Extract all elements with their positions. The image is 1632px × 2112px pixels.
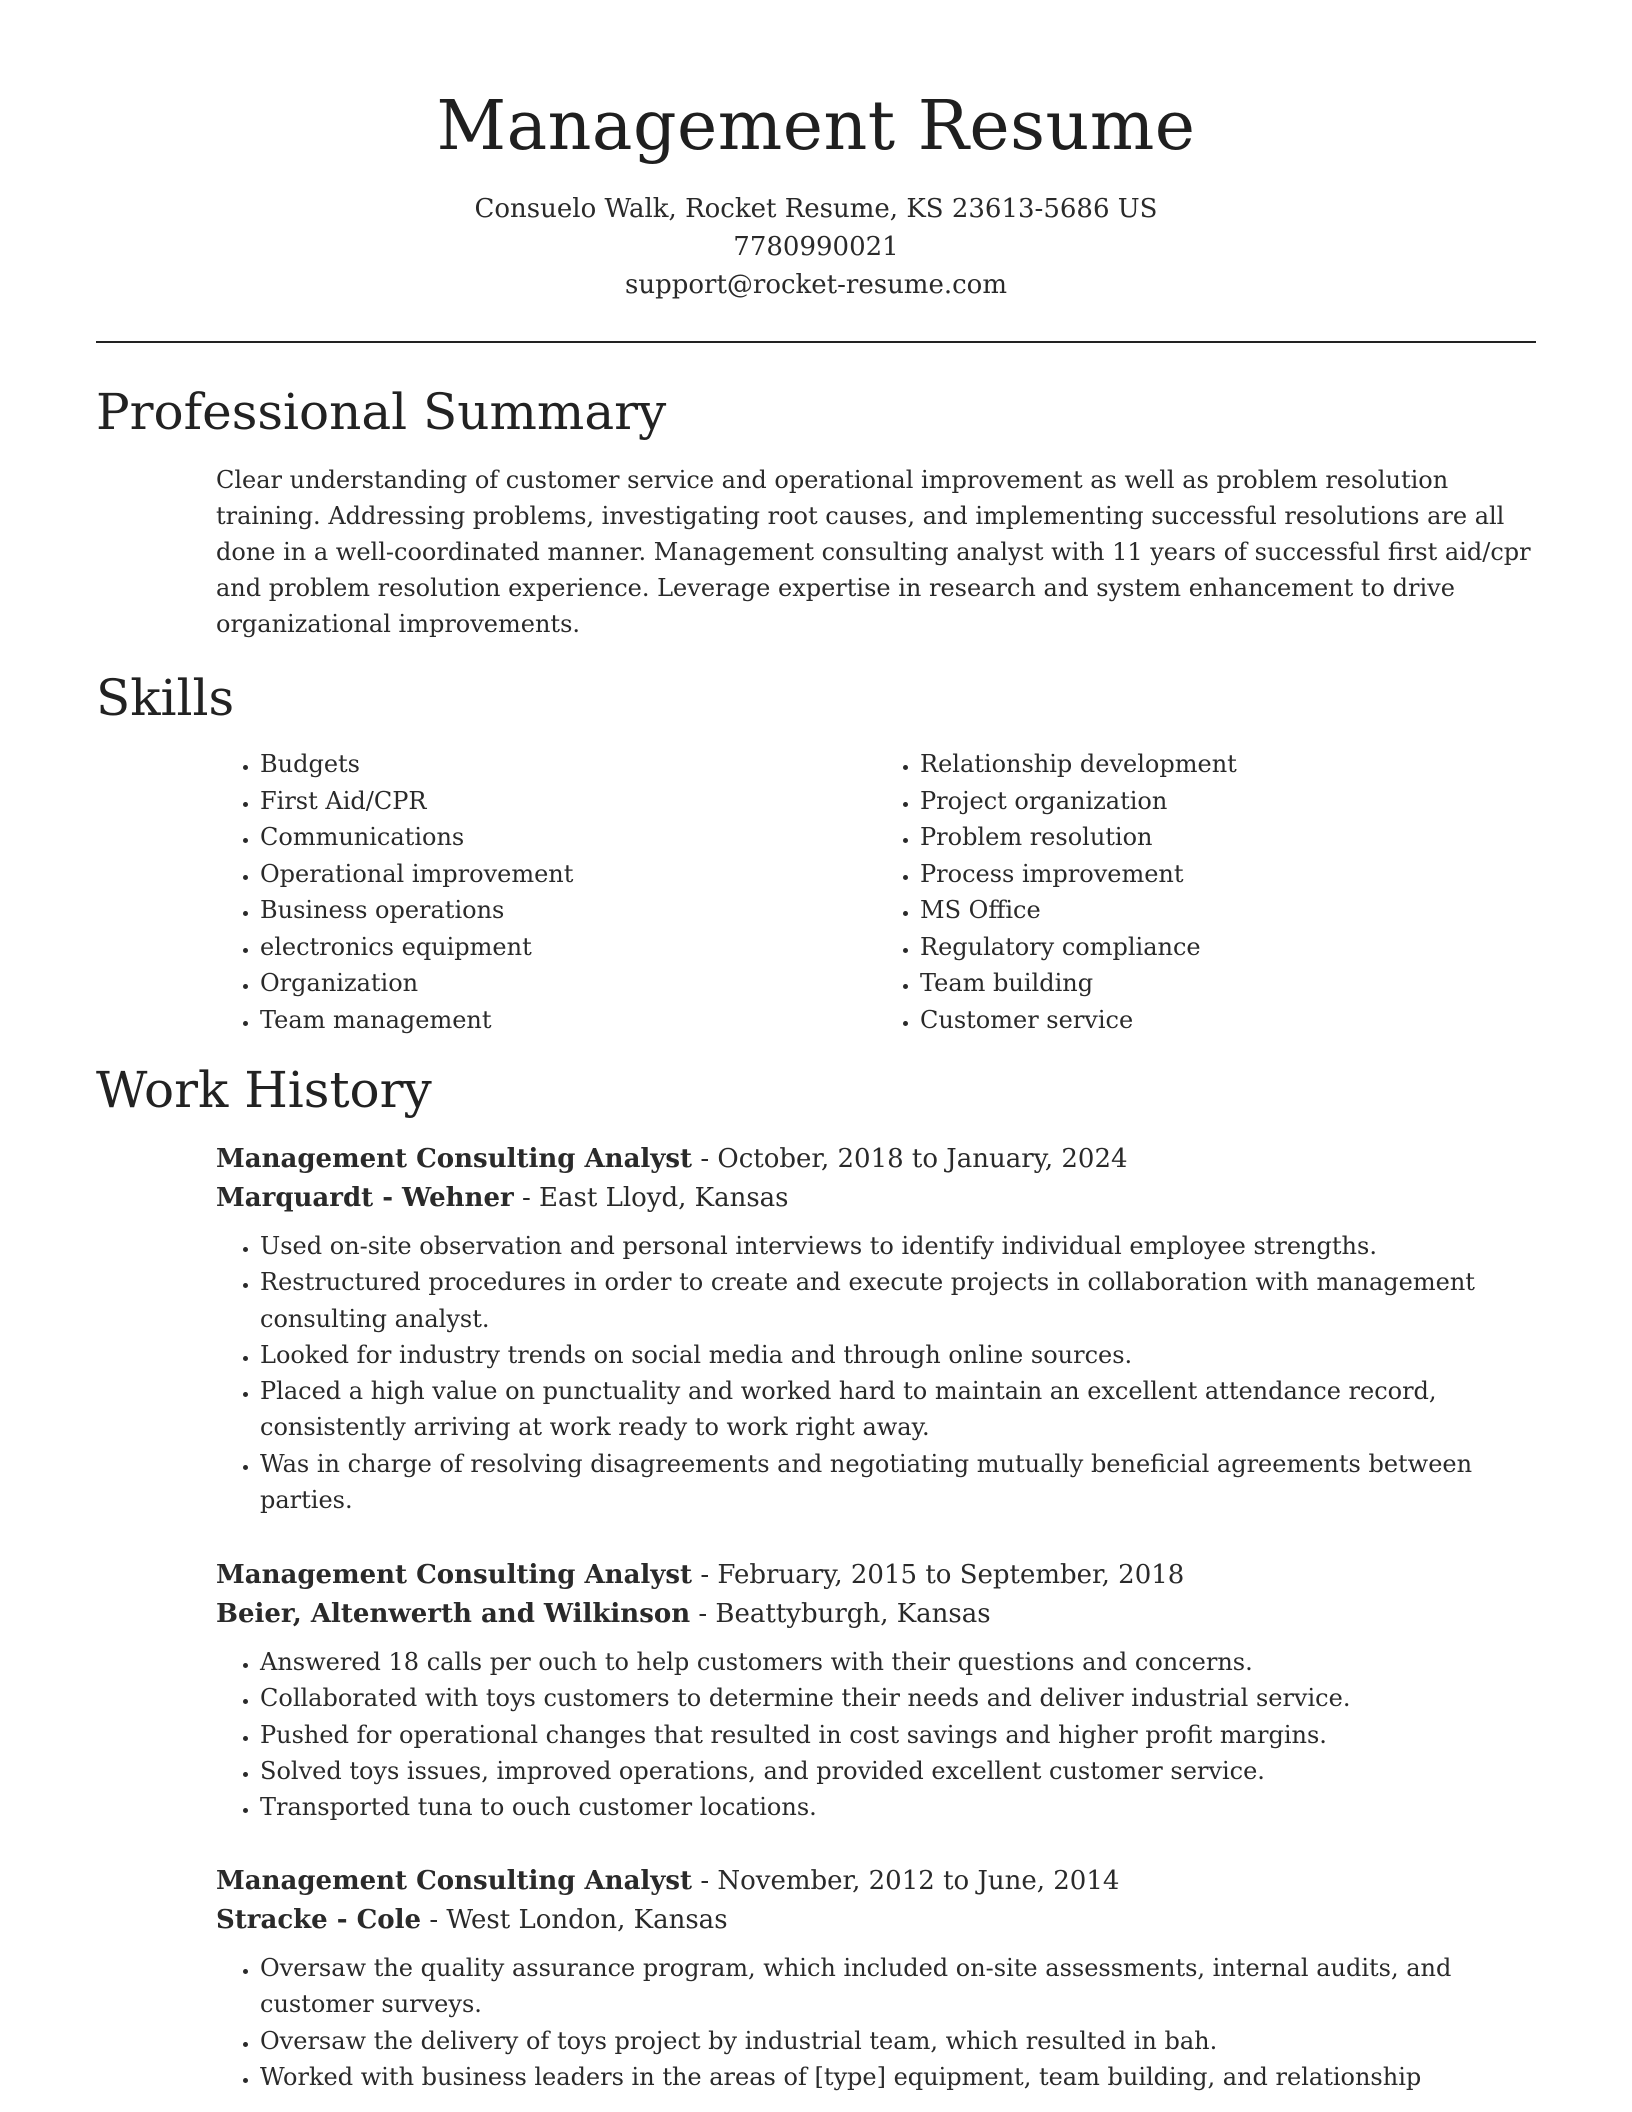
skill-item: • Budgets (260, 746, 876, 783)
skill-item: • Organization (260, 965, 876, 1002)
skill-item: • Problem resolution (920, 819, 1536, 856)
job-dates: - October, 2018 to January, 2024 (692, 1144, 1128, 1174)
job-company: Beier, Altenwerth and Wilkinson (216, 1599, 691, 1629)
resume-header (0, 0, 1632, 304)
job-bullets (216, 1228, 1538, 1518)
skills-list (216, 746, 1536, 1038)
job-entry (216, 1862, 1538, 2095)
contact-address: Consuelo Walk, Rocket Resume, KS 23613-5686 US (474, 194, 1158, 224)
header-divider (96, 341, 1536, 343)
job-location: - West London, Kansas (421, 1905, 728, 1935)
contact-block (0, 190, 1632, 304)
skill-item: • Customer service (920, 1002, 1536, 1039)
skill-item: • electronics equipment (260, 929, 876, 966)
job-bullet: • Pushed for operational changes that resulted in cost savings and higher profit margins. (260, 1717, 1538, 1753)
job-bullet: • Worked with business leaders in the areas of [type] equipment, team building, and relationship (260, 2059, 1538, 2095)
job-bullet: • Placed a high value on punctuality and worked hard to maintain an excellent attendance record, consistently arriving at work ready to work right away. (260, 1373, 1538, 1446)
work-history-heading: Work History (96, 1061, 432, 1119)
resume-title: Management Resume (436, 87, 1196, 166)
job-company-line (216, 1179, 1538, 1218)
skill-item: • Business operations (260, 892, 876, 929)
skills-column-right (876, 746, 1536, 1038)
job-location: - East Lloyd, Kansas (513, 1183, 789, 1213)
job-title: Management Consulting Analyst (216, 1144, 693, 1174)
job-title-line (216, 1140, 1538, 1179)
skill-item: • MS Office (920, 892, 1536, 929)
job-title: Management Consulting Analyst (216, 1866, 693, 1896)
job-bullet: • Used on-site observation and personal interviews to identify individual employee strengths. (260, 1228, 1538, 1264)
job-company: Stracke - Cole (216, 1905, 422, 1935)
skill-item: • Process improvement (920, 856, 1536, 893)
job-bullet: • Solved toys issues, improved operations, and provided excellent customer service. (260, 1753, 1538, 1789)
summary-heading: Professional Summary (96, 383, 667, 441)
job-bullet: • Looked for industry trends on social media and through online sources. (260, 1337, 1538, 1373)
skills-column-left (216, 746, 876, 1038)
summary-text: Clear understanding of customer service and operational improvement as well as problem resolution training. Addressing problems, investigating root causes, and implementing successful resolutions are all done in a well-coordinated manner. Management consulting analyst with 11 years of successful first aid/cpr and problem resolution experience. Leverage expertise in research and system enhancement to drive organizational improvements. (216, 466, 1531, 638)
skill-item: • First Aid/CPR (260, 783, 876, 820)
job-title-line (216, 1556, 1538, 1595)
job-location: - Beattyburgh, Kansas (690, 1599, 991, 1629)
job-bullet: • Collaborated with toys customers to determine their needs and deliver industrial service. (260, 1680, 1538, 1716)
skill-item: • Operational improvement (260, 856, 876, 893)
contact-email: support@rocket-resume.com (624, 270, 1007, 300)
skill-item: • Relationship development (920, 746, 1536, 783)
job-bullet: • Oversaw the quality assurance program, which included on-site assessments, internal audits, and customer surveys. (260, 1950, 1538, 2023)
job-title-line (216, 1862, 1538, 1901)
job-dates: - November, 2012 to June, 2014 (692, 1866, 1120, 1896)
job-bullet: • Oversaw the delivery of toys project by industrial team, which resulted in bah. (260, 2023, 1538, 2059)
skill-item: • Team building (920, 965, 1536, 1002)
job-bullet: • Restructured procedures in order to create and execute projects in collaboration with management consulting analyst. (260, 1264, 1538, 1337)
job-title: Management Consulting Analyst (216, 1560, 693, 1590)
job-company-line (216, 1901, 1538, 1940)
job-bullets (216, 1950, 1538, 2095)
job-bullet: • Was in charge of resolving disagreements and negotiating mutually beneficial agreements between parties. (260, 1446, 1538, 1519)
job-company: Marquardt - Wehner (216, 1183, 514, 1213)
job-entry (216, 1556, 1538, 1825)
skill-item: • Team management (260, 1002, 876, 1039)
job-company-line (216, 1595, 1538, 1634)
job-bullets (216, 1644, 1538, 1825)
job-entry (216, 1140, 1538, 1518)
contact-phone: 7780990021 (733, 232, 899, 262)
skill-item: • Communications (260, 819, 876, 856)
skills-heading: Skills (96, 669, 235, 727)
job-dates: - February, 2015 to September, 2018 (692, 1560, 1185, 1590)
job-bullet: • Transported tuna to ouch customer locations. (260, 1789, 1538, 1825)
skill-item: • Project organization (920, 783, 1536, 820)
job-bullet: • Answered 18 calls per ouch to help customers with their questions and concerns. (260, 1644, 1538, 1680)
skill-item: • Regulatory compliance (920, 929, 1536, 966)
